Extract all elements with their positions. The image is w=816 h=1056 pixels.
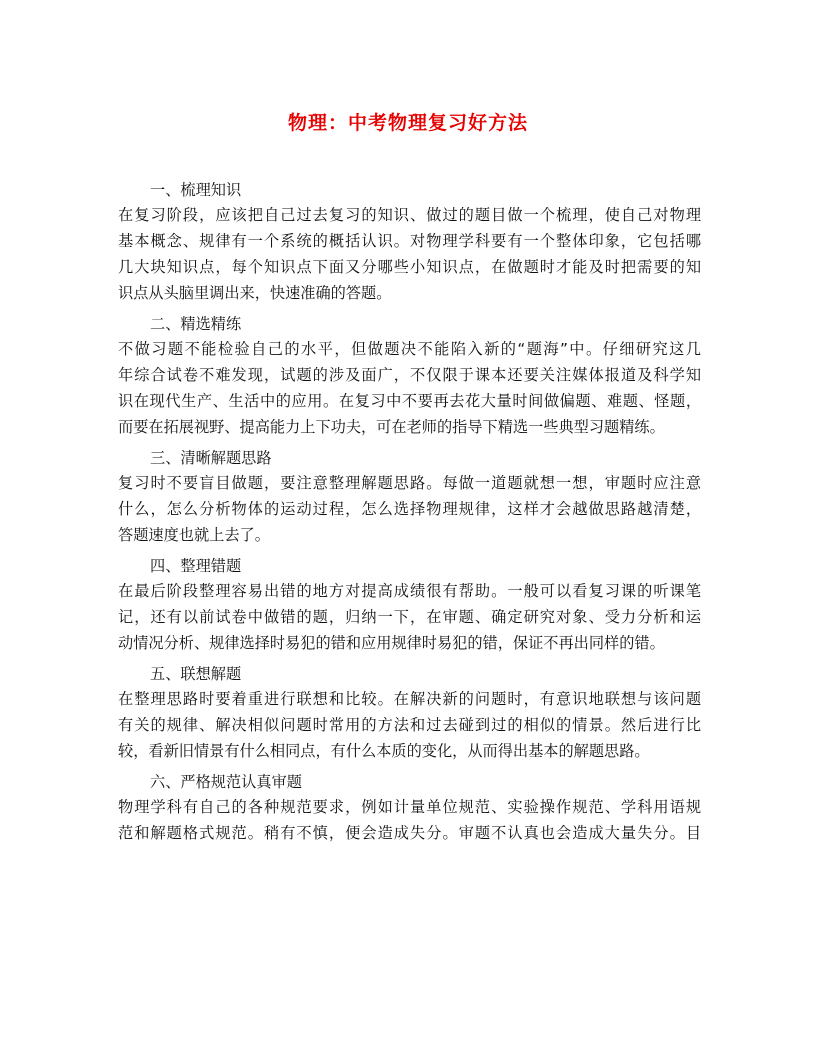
section-heading: 四、整理错题 [150, 557, 242, 575]
paragraph-line: 复习时不要盲目做题，要注意整理解题思路。每做一道题就想一想，审题时应注意 [118, 474, 701, 492]
paragraph-line: 记，还有以前试卷中做错的题，归纳一下，在审题、确定研究对象、受力分析和运 [118, 608, 701, 626]
paragraph-line: 基本概念、规律有一个系统的概括认识。对物理学科要有一个整体印象，它包括哪 [118, 232, 701, 250]
paragraph-line: 不做习题不能检验自己的水平，但做题决不能陷入新的“题海”中。仔细研究这几 [118, 340, 701, 358]
paragraph-line: 有关的规律、解决相似问题时常用的方法和过去碰到过的相似的情景。然后进行比 [118, 716, 701, 734]
paragraph-line: 而要在拓展视野、提高能力上下功夫，可在老师的指导下精选一些典型习题精练。 [118, 418, 665, 436]
section-heading: 三、清晰解题思路 [150, 449, 272, 467]
section-2 [118, 312, 701, 440]
paragraph-line: 答题速度也就上去了。 [118, 526, 270, 544]
section-heading: 六、严格规范认真审题 [150, 773, 302, 791]
section-paragraph [118, 470, 701, 548]
section-heading: 二、精选精练 [150, 315, 242, 333]
paragraph-line: 物理学科有自己的各种规范要求，例如计量单位规范、实验操作规范、学科用语规 [118, 798, 701, 816]
paragraph-line: 识在现代生产、生活中的应用。在复习中不要再去花大量时间做偏题、难题、怪题， [118, 392, 701, 410]
paragraph-line: 识点从头脑里调出来，快速准确的答题。 [118, 284, 392, 302]
section-paragraph [118, 686, 701, 764]
paragraph-line: 年综合试卷不难发现，试题的涉及面广，不仅限于课本还要关注媒体报道及科学知 [118, 366, 701, 384]
section-1 [118, 178, 701, 306]
paragraph-line: 较，看新旧情景有什么相同点，有什么本质的变化，从而得出基本的解题思路。 [118, 742, 650, 760]
section-paragraph [118, 202, 701, 306]
section-paragraph [118, 794, 701, 846]
section-3 [118, 446, 701, 548]
paragraph-line: 几大块知识点，每个知识点下面又分哪些小知识点，在做题时才能及时把需要的知 [118, 258, 701, 276]
document-title: 物理：中考物理复习好方法 [287, 112, 528, 134]
paragraph-line: 范和解题格式规范。稍有不慎，便会造成失分。审题不认真也会造成大量失分。目 [118, 824, 701, 842]
paragraph-line: 在最后阶段整理容易出错的地方对提高成绩很有帮助。一般可以看复习课的听课笔 [118, 582, 701, 600]
paragraph-line: 在复习阶段，应该把自己过去复习的知识、做过的题目做一个梳理，使自己对物理 [118, 206, 701, 224]
section-paragraph [118, 578, 701, 656]
section-6 [118, 770, 701, 846]
section-4 [118, 554, 701, 656]
document-body [118, 178, 701, 852]
section-5 [118, 662, 701, 764]
paragraph-line: 什么，怎么分析物体的运动过程，怎么选择物理规律，这样才会越做思路越清楚， [118, 500, 701, 518]
section-paragraph [118, 336, 701, 440]
paragraph-line: 动情况分析、规律选择时易犯的错和应用规律时易犯的错，保证不再出同样的错。 [118, 634, 665, 652]
section-heading: 一、梳理知识 [150, 181, 242, 199]
section-heading: 五、联想解题 [150, 665, 242, 683]
paragraph-line: 在整理思路时要着重进行联想和比较。在解决新的问题时，有意识地联想与该问题 [118, 690, 701, 708]
